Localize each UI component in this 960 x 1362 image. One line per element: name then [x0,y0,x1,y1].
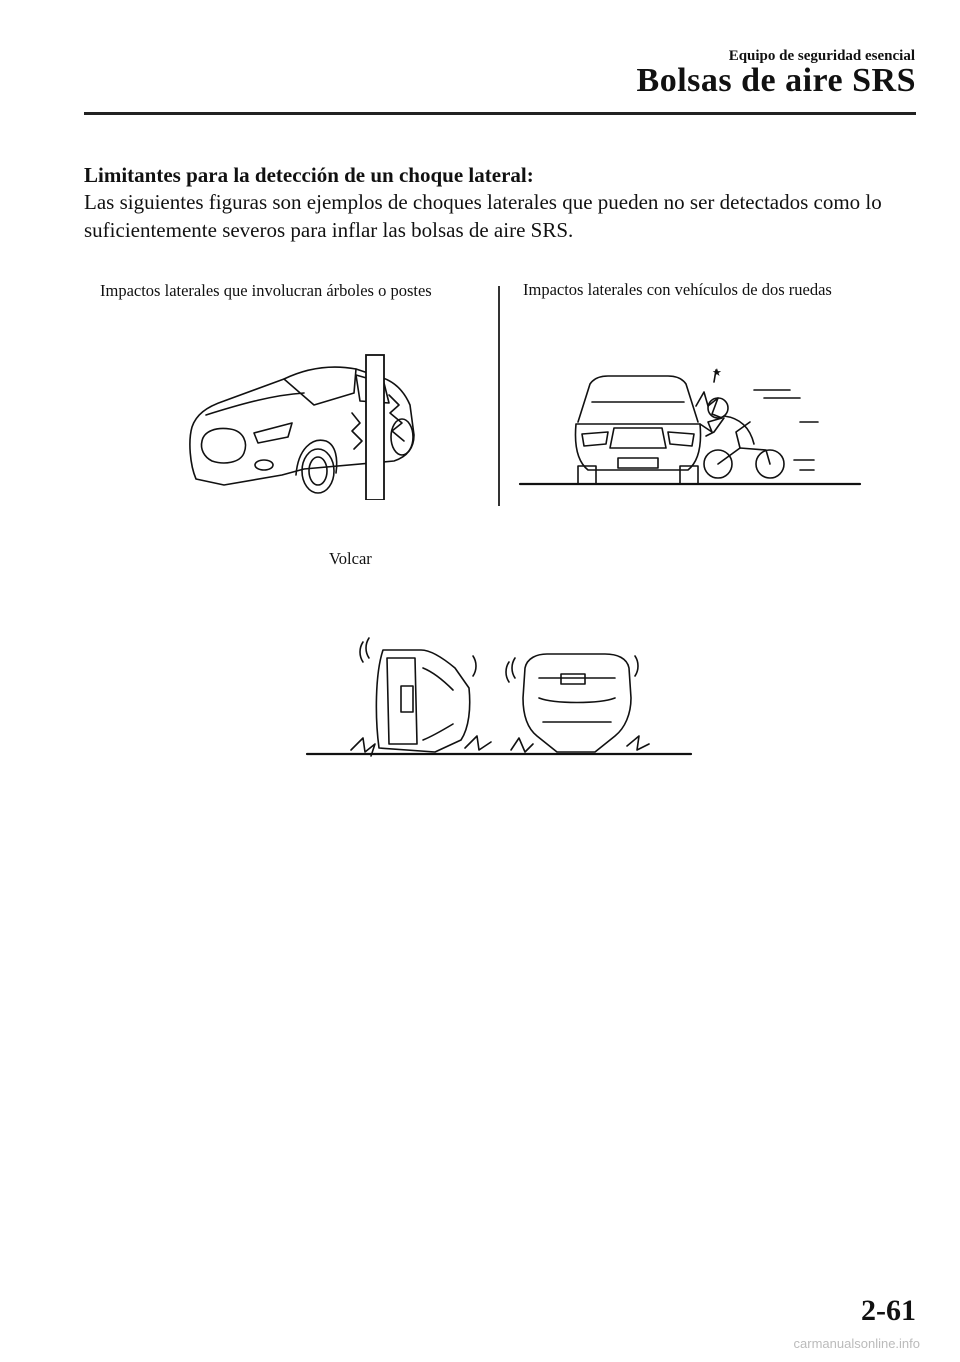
caption-two-wheel-impact: Impactos laterales con vehículos de dos ruedas [523,280,832,299]
page-number: 2-61 [861,1294,916,1327]
rollover-illustration [305,628,695,758]
subheading: Limitantes para la detección de un choque lateral: [84,163,534,187]
header-rule [84,112,916,115]
svg-text:★: ★ [712,366,722,379]
two-wheel-impact-illustration [518,362,863,487]
chapter-title: Bolsas de aire SRS [636,62,916,99]
caption-rollover: Volcar [329,549,372,568]
body-paragraph: Las siguientes figuras son ejemplos de choques laterales que pueden no ser detectados como lo suficientemente severos para inflar las bolsas de aire SRS. [84,190,882,242]
section-label: Equipo de seguridad esencial [728,48,915,64]
watermark: carmanualsonline.info [793,1336,920,1351]
pole-impact-illustration [184,345,434,500]
figure-divider [498,286,500,506]
caption-pole-impact: Impactos laterales que involucran árboles o postes [100,281,432,300]
